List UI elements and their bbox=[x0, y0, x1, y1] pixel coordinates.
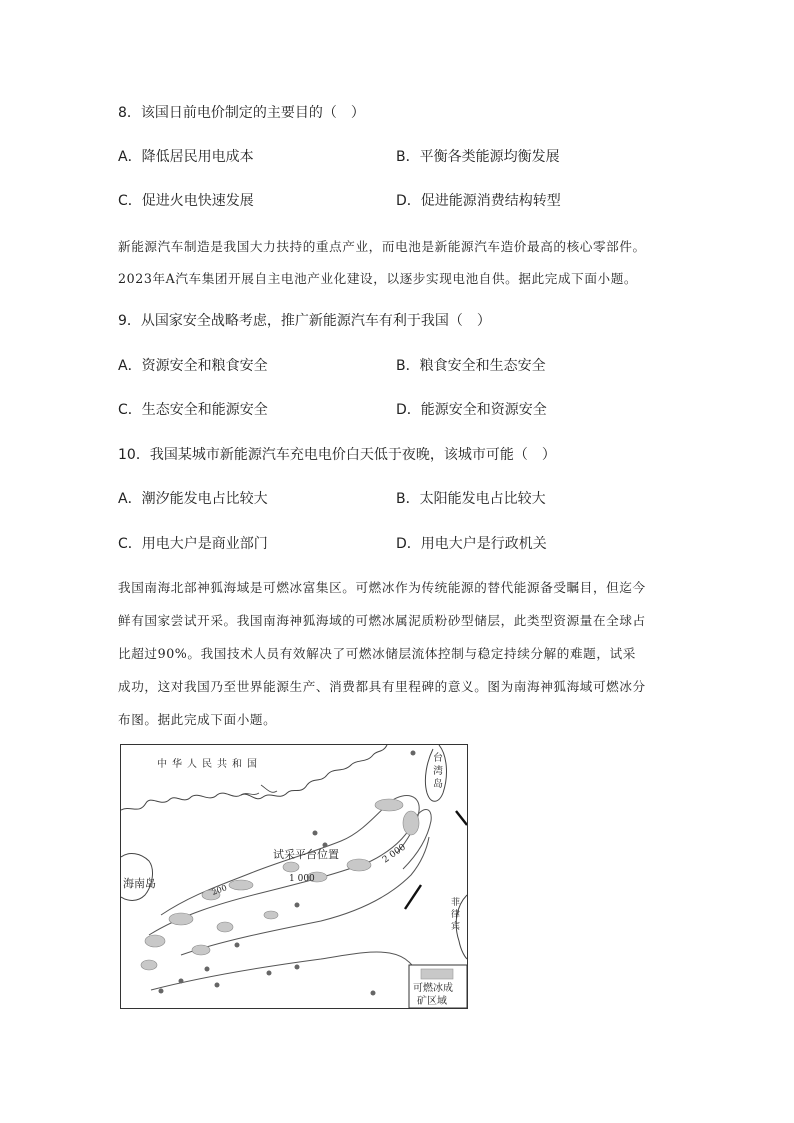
q9-option-c: C．生态安全和能源安全 bbox=[118, 402, 268, 418]
q8-option-b: B．平衡各类能源均衡发展 bbox=[396, 149, 560, 165]
material2-line3: 比超过90%。我国技术人员有效解决了可燃冰储层流体控制与稳定持续分解的难题，试采 bbox=[118, 646, 636, 661]
gas-hydrate-map bbox=[120, 744, 468, 1009]
label-contour-2000: 2 000 bbox=[380, 842, 408, 866]
label-site: 试采平台位置 bbox=[273, 848, 339, 861]
q8-stem: 8．该国日前电价制定的主要目的（ ） bbox=[118, 105, 365, 121]
q10-option-b: B．太阳能发电占比较大 bbox=[396, 491, 546, 507]
label-taiwan-1: 台 bbox=[433, 753, 443, 764]
map-svg bbox=[121, 745, 467, 1008]
map-legend bbox=[409, 965, 467, 1008]
legend-line2: 矿区域 bbox=[417, 996, 447, 1007]
sample-dots bbox=[159, 751, 416, 996]
q8-option-d: D．促进能源消费结构转型 bbox=[396, 193, 561, 209]
label-country: 中华人民共和国 bbox=[157, 759, 262, 770]
q10-option-d: D．用电大户是行政机关 bbox=[396, 536, 547, 552]
material2-line5: 布图。据此完成下面小题。 bbox=[118, 712, 277, 727]
q9-option-a: A．资源安全和粮食安全 bbox=[118, 358, 268, 374]
trench-line-1 bbox=[456, 811, 467, 825]
contour-deep bbox=[151, 952, 421, 990]
label-taiwan-3: 岛 bbox=[433, 779, 443, 790]
q10-option-c: C．用电大户是商业部门 bbox=[118, 536, 268, 552]
legend-line1: 可燃冰成 bbox=[413, 983, 453, 994]
q10-stem: 10．我国某城市新能源汽车充电电价白天低于夜晚，该城市可能（ ） bbox=[118, 447, 556, 463]
material1-line1: 新能源汽车制造是我国大力扶持的重点产业，而电池是新能源汽车造价最高的核心零部件。 bbox=[118, 239, 646, 254]
trench-line-2 bbox=[405, 885, 421, 909]
label-philippines-2: 律 bbox=[451, 910, 461, 920]
label-philippines-3: 宾 bbox=[451, 922, 461, 932]
q8-option-c: C．促进火电快速发展 bbox=[118, 193, 254, 209]
material2-line4: 成功，这对我国乃至世界能源生产、消费都具有里程碑的意义。图为南海神狐海域可燃冰分 bbox=[118, 679, 646, 694]
q9-option-b: B．粮食安全和生态安全 bbox=[396, 358, 546, 374]
q10-option-a: A．潮汐能发电占比较大 bbox=[118, 491, 268, 507]
q8-option-a: A．降低居民用电成本 bbox=[118, 149, 254, 165]
label-contour-200: 200 bbox=[210, 883, 229, 897]
label-taiwan-2: 湾 bbox=[433, 766, 443, 777]
mainland-coastline bbox=[121, 745, 387, 810]
material1-line2: 2023年A汽车集团开展自主电池产业化建设，以逐步实现电池自供。据此完成下面小题。 bbox=[118, 271, 638, 286]
material2-line2: 鲜有国家尝试开采。我国南海神狐海域的可燃冰属泥质粉砂型储层，此类型资源量在全球占 bbox=[118, 613, 646, 628]
legend-swatch bbox=[421, 969, 453, 979]
label-hainan: 海南岛 bbox=[123, 877, 156, 890]
q9-option-d: D．能源安全和资源安全 bbox=[396, 402, 547, 418]
material2-line1: 我国南海北部神狐海域是可燃冰富集区。可燃冰作为传统能源的替代能源备受瞩目，但迄今 bbox=[118, 580, 646, 595]
label-philippines-1: 菲 bbox=[451, 898, 461, 908]
label-contour-1000: 1 000 bbox=[289, 874, 315, 884]
coast-detail bbox=[241, 785, 277, 795]
q9-stem: 9．从国家安全战略考虑，推广新能源汽车有利于我国（ ） bbox=[118, 313, 491, 329]
hydrate-deposits bbox=[141, 799, 419, 970]
